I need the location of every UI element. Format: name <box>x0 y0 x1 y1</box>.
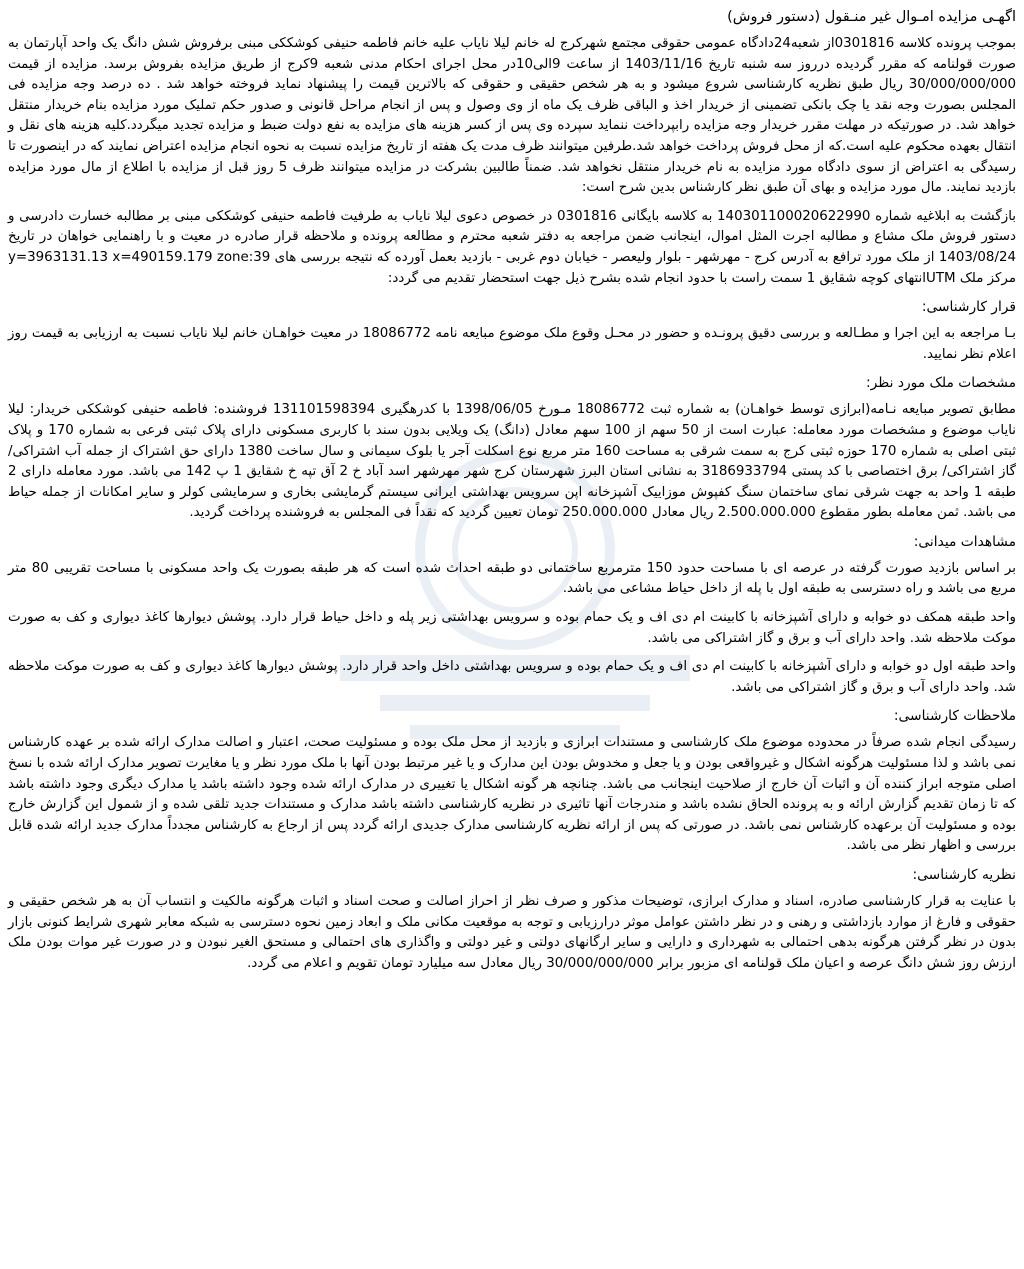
section-paragraph: با عنایت به قرار کارشناسی صادره، اسناد و مدارک ابرازی، توضیحات مذکور و صرف نظر از احراز اصالت و صحت اسناد و اثبات هرگونه مالکیت و انتساب آن به هر شخص حقیقی و حقوقی و فارغ از موارد بازداشتی و رهنی و در نظر داشتن عوامل موثر درارزیابی و توجه به موقعیت مکانی ملک و ابعاد زمین نحوه دسترسی به شبکه معابر شهری شرایط کنونی بازار بدون در نظر گرفتن هرگونه بدهی احتمالی به شهرداری و دارایی و سایر ارگانهای دولتی و غیر دولتی و واگذاری های احتمالی و مستحق الغیر نبودن و در صورت غیر موات بودن ملک ارزش روز شش دانگ عرصه و اعیان ملک قولنامه ای مزبور برابر 30/000/000/000 ریال معادل سه میلیارد تومان تقویم و اعلام می گردد. <box>8 894 1016 971</box>
section-heading: مشاهدات میدانی: <box>913 533 1016 550</box>
section-paragraph: بازگشت به ابلاغیه شماره 140301100020622990 به کلاسه بایگانی 0301816 در خصوص دعوی لیلا نایاب به طرفیت فاطمه حنیفی کوشککی مبنی بر مطالبه خسارت دادرسی و دستور فروش ملک مشاع و مطالبه اجرت المثل اموال، اینجانب ضمن مراجعه به دفتر شعبه محترم و مطالعه پرونده و ملاحظه قرار صادره در معیت و با راهنمایی خواهان در تاریخ 1403/08/24 از ملک مورد ترافع به آدرس کرج - مهرشهر - بلوار ولیعصر - خیابان دوم غربی - بازدید بعمل آورده که نتیجه بررسی های y=3963131.13 x=490159.179 zone:39 مرکز ملک UTMانتهای کوچه شقایق 1 سمت راست با حدود انجام شده بشرح ذیل جهت استحضار تقدیم می گردد: <box>8 208 1017 286</box>
document-body <box>8 6 1016 974</box>
section-heading: قرار کارشناسی: <box>921 299 1016 316</box>
section-paragraph: بـا مراجعه به این اجرا و مطـالعه و بررسی دقیق پرونـده و حضور در محـل وقوع ملک موضوع مبایعه نامه 18086772 در معیت خواهـان خانم لیلا نایاب نسبت به ارزیابی به قیمت روز اعلام نظر نمایید. <box>8 326 1016 362</box>
section-paragraph: مطابق تصویر مبایعه نـامه(ابرازی توسط خواهـان) به شماره ثبت 18086772 مـورخ 1398/06/05 با کدرهگیری 131101598394 فروشنده: فاطمه حنیفی کوشککی خریدار: لیلا نایاب موضوع و مشخصات مورد معامله: عبارت است از 50 سهم از 100 سهم معادل (دانگ) یک ویلایی بدون سند با کاربری مسکونی دارای پلاک ثبتی فرعی به شماره 170 و پلاک ثبتی اصلی به شماره 170 حوزه ثبتی کرج به سمت شرقی به مساحت 160 متر مربع نوع اسکلت آجر یا بلوک سیمانی و سال ساخت 1380 دارای حق اشتراک از جمله آب اشتراکی/گاز اشتراکی/ برق اختصاصی با کد پستی 3186933794 به نشانی استان البرز شهرستان کرج شهر مهرشهر اسد آباد خ 2 آق تپه خ شقایق 1 پ 142 می باشد. مورد معامله دارای 2 طبقه 1 واحد به جهت شرقی نمای ساختمان سنگ کفپوش موزاییک آشپزخانه اپن سرویس بهداشتی ایرانی سیستم گرمایشی بخاری و سرمایشی کولر و سایر امکانات از جمله حیاط می باشد. ثمن معامله بطور مقطوع 2.500.000.000 ریال معادل 250.000.000 تومان تعیین گردید که نقداً فی المجلس به فروشنده پرداخت گردید. <box>8 402 1017 521</box>
section-heading: ملاحظات کارشناسی: <box>893 708 1016 725</box>
section-paragraph: بموجب پرونده کلاسه 0301816از شعبه24دادگاه عمومی حقوقی مجتمع شهرکرج له خانم لیلا نایاب علیه خانم فاطمه حنیفی کوشککی مبنی برفروش شش دانگ یک واحد آپارتمان به صورت قولنامه که مقرر گردیده درروز سه شنبه تاریخ 1403/11/16 از ساعت 9الی10در محل اجرای احکام مدنی شعبه 9کرج از طریق مزایده بفروش برسد. مزایده از قیمت 30/000/000/000 ریال طبق نظریه کارشناسی شروع میشود و به هر شخص حقیقی و حقوقی که بالاترین قیمت را پیشنهاد نماید فروخته خواهد شد . ده درصد وجه مزایده فی المجلس بصورت وجه نقد یا چک بانکی تضمینی از خریدار اخذ و الباقی ظرف یک ماه از وی وصول و پس از انجام مراحل قانونی و صدور حکم تملیک مورد مزایده بنام خریدار منتقل خواهد شد. در صورتیکه در مهلت مقرر خریدار وجه مزایده رابپرداخت ننماید سپرده وی پس از کسر هزینه های مزایده به نفع دولت ضبط و مزایده تجدید میگردد.کلیه هزینه های نقل و انتقال بعهده محکوم علیه است.که از محل فروش پرداخت خواهد شد.طرفین میتوانند ظرف مدت یک هفته از تاریخ مزایده نسبت به نحوه انجام مزایده اعتراض نمایند که در اینصورت تا رسیدگی به اعتراض از سوی دادگاه مورد مزایده به نام خریدار منتقل نخواهد شد. ضمناً طالبین بشرکت در مزایده میتوانند ظرف 5 روز قبل از مزایده با اطلاع از مال مورد مزایده بازدید نمایند. مال مورد مزایده و بهای آن طبق نظر کارشناس بدین شرح است: <box>8 36 1016 196</box>
section-paragraph: واحد طبقه اول دو خوابه و دارای آشپزخانه با کابینت ام دی اف و یک حمام بوده و سرویس بهداشتی داخل واحد قرار دارد. پوشش دیوارها کاغذ دیواری و کف به صورت موکت ملاحظه شد. واحد دارای آب و برق و گاز اشتراکی می باشد. <box>8 659 1016 695</box>
section-heading: مشخصات ملک مورد نظر: <box>866 375 1016 392</box>
section-heading: نظریه کارشناسی: <box>912 867 1016 883</box>
section-paragraph: رسیدگی انجام شده صرفاً در محدوده موضوع ملک کارشناسی و مستندات ابرازی و بازدید از محل ملک بوده و مسئولیت صحت، اعتبار و اصالت مدارک ارائه شده بر عهده کارشناس نمی باشد و لذا مسئولیت هرگونه اشکال و غیرواقعی بودن و یا جعل و مخدوش بودن این مدارک و یا غیر مرتبط بودن آنها با ملک مورد نظر و یا مغایرت تصویر مدارک ارائه شده با نسخ اصلی متوجه ابراز کننده آن و اثبات آن خارج از صلاحیت اینجانب می باشد. چنانچه هر گونه اشکال یا تغییری در مدارک ارائه شده وجود داشته باشد یا مدارک دیگری وجود داشته باشد که تا زمان تقدیم گزارش ارائه و به پرونده الحاق نشده باشد و مندرجات آنها تاثیری در نظریه کارشناسی داشته باشد مدارک و مستندات جدید تلقی شده و از شمول این گزارش خارج بوده و مسئولیت آن برعهده کارشناس نمی باشد. در صورتی که پس از ارائه نظریه کارشناسی مدارک جدیدی ارائه گردد پس از ارجاع به کارشناس مجدداً مدارک جدید ارائه شده قابل بررسی و اظهار نظر می باشد. <box>8 735 1016 854</box>
section-paragraph: بر اساس بازدید صورت گرفته در عرصه ای با مساحت حدود 150 مترمربع ساختمانی دو طبقه احداث شده است که هر طبقه بصورت یک واحد مسکونی با مساحت تقریبی 80 متر مربع می باشد و راه دسترسی به طبقه اول با پله از داخل حیاط مشاعی می باشد. <box>8 560 1017 597</box>
section-paragraph: واحد طبقه همکف دو خوابه و دارای آشپزخانه با کابینت ام دی اف و یک حمام بوده و سرویس بهداشتی زیر پله و داخل حیاط قرار دارد. پوشش دیوارها کاغذ دیواری و کف به صورت موکت ملاحظه شد. واحد دارای آب و برق و گاز اشتراکی می باشد. <box>8 610 1016 646</box>
notice-title: اگهـی مزایده امـوال غیر منـقول (دستور فروش) <box>727 9 1016 25</box>
